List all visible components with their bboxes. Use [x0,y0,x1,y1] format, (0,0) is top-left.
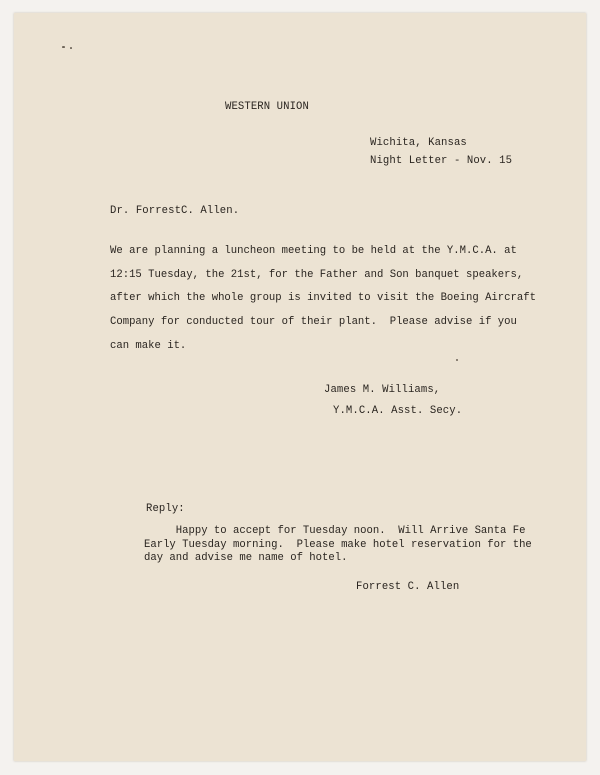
reply-signature: Forrest C. Allen [356,581,460,593]
message-line: 12:15 Tuesday, the 21st, for the Father and Son banquet speakers, [110,268,524,281]
reply-body [144,525,532,566]
telegram-type-date: Night Letter - Nov. 15 [370,155,513,167]
message-line: Company for conducted tour of their plant. Please advise if you [110,316,517,329]
message-line: after which the whole group is invited to visit the Boeing Aircraft [110,292,536,305]
paper-speck [70,47,72,49]
reply-line: Happy to accept for Tuesday noon. Will Arrive Santa Fe [144,525,526,537]
telegram-page [14,13,586,761]
message-line: We are planning a luncheon meeting to be held at the Y.M.C.A. at [110,245,517,257]
company-heading: WESTERN UNION [225,101,309,113]
reply-line: day and advise me name of hotel. [144,552,348,564]
paper-speck [62,46,65,48]
addressee-line: Dr. ForrestC. Allen. [110,205,240,217]
location-line: Wichita, Kansas [370,137,467,149]
sender-name: James M. Williams, [324,384,441,396]
paper-speck [456,359,458,361]
reply-label: Reply: [146,503,185,515]
reply-line: Early Tuesday morning. Please make hotel reservation for the [144,538,532,551]
message-line: can make it. [110,339,187,352]
sender-title: Y.M.C.A. Asst. Secy. [333,405,463,417]
message-body [110,240,536,359]
